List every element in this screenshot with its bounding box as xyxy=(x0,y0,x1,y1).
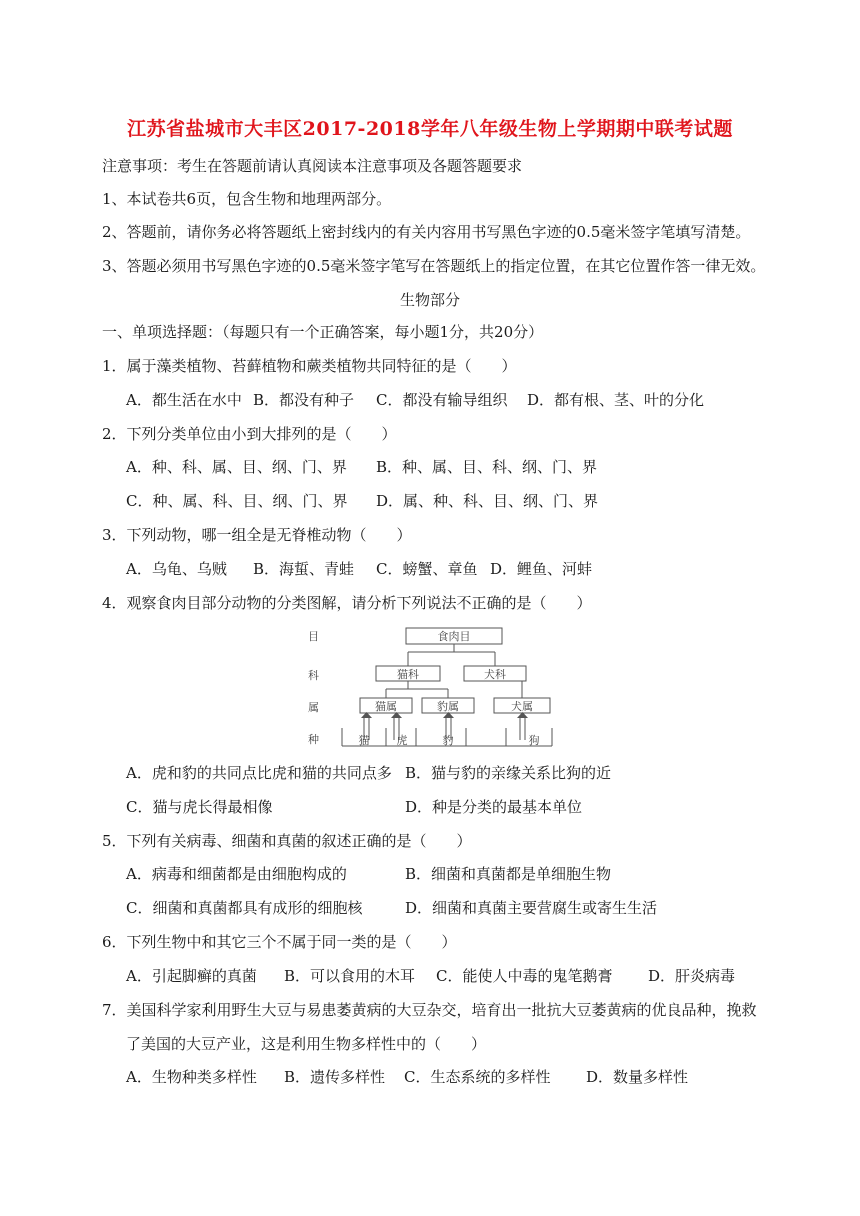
question-1-stem: 1．属于藻类植物、苔藓植物和蕨类植物共同特征的是（ ） xyxy=(102,357,517,375)
q5-option-a: A．病毒和细菌都是由细胞构成的 xyxy=(126,865,347,883)
rank-label-species: 种 xyxy=(308,733,319,746)
question-5-stem: 5．下列有关病毒、细菌和真菌的叙述正确的是（ ） xyxy=(102,832,472,850)
species-node-cat: 猫 xyxy=(358,734,370,747)
q2-option-b: B．种、属、目、科、纲、门、界 xyxy=(376,458,598,476)
notice-header: 注意事项：考生在答题前请认真阅读本注意事项及各题答题要求 xyxy=(102,157,523,175)
notice-item-1: 1、本试卷共6页，包含生物和地理两部分。 xyxy=(102,190,392,208)
q1-option-c: C．都没有输导组织 xyxy=(376,391,508,409)
q5-option-c: C．细菌和真菌都具有成形的细胞核 xyxy=(126,899,363,917)
question-4-stem: 4．观察食肉目部分动物的分类图解，请分析下列说法不正确的是（ ） xyxy=(102,594,592,612)
family-node-cat: 猫科 xyxy=(397,668,419,681)
classification-diagram xyxy=(306,622,558,752)
rank-label-family: 科 xyxy=(308,669,319,682)
q5-option-b: B．细菌和真菌都是单细胞生物 xyxy=(405,865,612,883)
question-7-stem: 7．美国科学家利用野生大豆与易患萎黄病的大豆杂交，培育出一批抗大豆萎黄病的优良品种，挽救 xyxy=(102,1001,757,1019)
q3-option-d: D．鲤鱼、河蚌 xyxy=(490,560,593,578)
rank-label-genus: 属 xyxy=(308,701,319,714)
q4-option-b: B．猫与豹的亲缘关系比狗的近 xyxy=(405,764,612,782)
notice-item-2: 2、答题前，请你务必将答题纸上密封线内的有关内容用书写黑色字迹的0.5毫米签字笔填写清楚。 xyxy=(102,223,751,241)
section-title: 生物部分 xyxy=(399,291,460,309)
species-node-tiger: 虎 xyxy=(396,734,408,747)
genus-node-panthera: 豹属 xyxy=(437,700,459,713)
question-6-stem: 6．下列生物中和其它三个不属于同一类的是（ ） xyxy=(102,933,457,951)
q6-option-d: D．肝炎病毒 xyxy=(648,967,736,985)
q6-option-a: A．引起脚癣的真菌 xyxy=(126,967,257,985)
question-2-stem: 2．下列分类单位由小到大排列的是（ ） xyxy=(102,425,397,443)
page-title: 江苏省盐城市大丰区2017-2018学年八年级生物上学期期中联考试题 xyxy=(127,118,733,140)
q2-option-a: A．种、科、属、目、纲、门、界 xyxy=(126,458,347,476)
q6-option-c: C．能使人中毒的鬼笔鹅膏 xyxy=(436,967,613,985)
q3-option-b: B．海蜇、青蛙 xyxy=(253,560,355,578)
q7-option-c: C．生态系统的多样性 xyxy=(404,1068,551,1086)
q1-option-d: D．都有根、茎、叶的分化 xyxy=(527,391,705,409)
q1-option-a: A．都生活在水中 xyxy=(126,391,242,409)
q7-option-a: A．生物种类多样性 xyxy=(126,1068,257,1086)
q3-option-c: C．螃蟹、章鱼 xyxy=(376,560,478,578)
q2-option-d: D．属、种、科、目、纲、门、界 xyxy=(376,492,599,510)
notice-item-3: 3、答题必须用书写黑色字迹的0.5毫米签字笔写在答题纸上的指定位置，在其它位置作答一律无效。 xyxy=(102,257,766,275)
part-one-heading: 一、单项选择题：（每题只有一个正确答案，每小题1分，共20分） xyxy=(102,323,544,341)
q5-option-d: D．细菌和真菌主要营腐生或寄生生活 xyxy=(405,899,658,917)
question-3-stem: 3．下列动物，哪一组全是无脊椎动物（ ） xyxy=(102,526,412,544)
question-7-stem-continued: 了美国的大豆产业，这是利用生物多样性中的（ ） xyxy=(126,1035,487,1053)
genus-node-felis: 猫属 xyxy=(375,700,397,713)
q3-option-a: A．乌龟、乌贼 xyxy=(126,560,227,578)
family-node-dog: 犬科 xyxy=(484,668,506,681)
q6-option-b: B．可以食用的木耳 xyxy=(284,967,416,985)
q7-option-d: D．数量多样性 xyxy=(586,1068,689,1086)
q4-option-a: A．虎和豹的共同点比虎和猫的共同点多 xyxy=(126,764,392,782)
rank-label-order: 目 xyxy=(308,630,319,643)
species-node-dog: 狗 xyxy=(528,734,540,747)
genus-node-canis: 犬属 xyxy=(511,700,533,713)
q7-option-b: B．遗传多样性 xyxy=(284,1068,386,1086)
q4-option-d: D．种是分类的最基本单位 xyxy=(405,798,583,816)
species-node-leopard: 豹 xyxy=(442,734,454,747)
q4-option-c: C．猫与虎长得最相像 xyxy=(126,798,273,816)
q2-option-c: C．种、属、科、目、纲、门、界 xyxy=(126,492,348,510)
q1-option-b: B．都没有种子 xyxy=(253,391,355,409)
order-node: 食肉目 xyxy=(437,630,471,643)
